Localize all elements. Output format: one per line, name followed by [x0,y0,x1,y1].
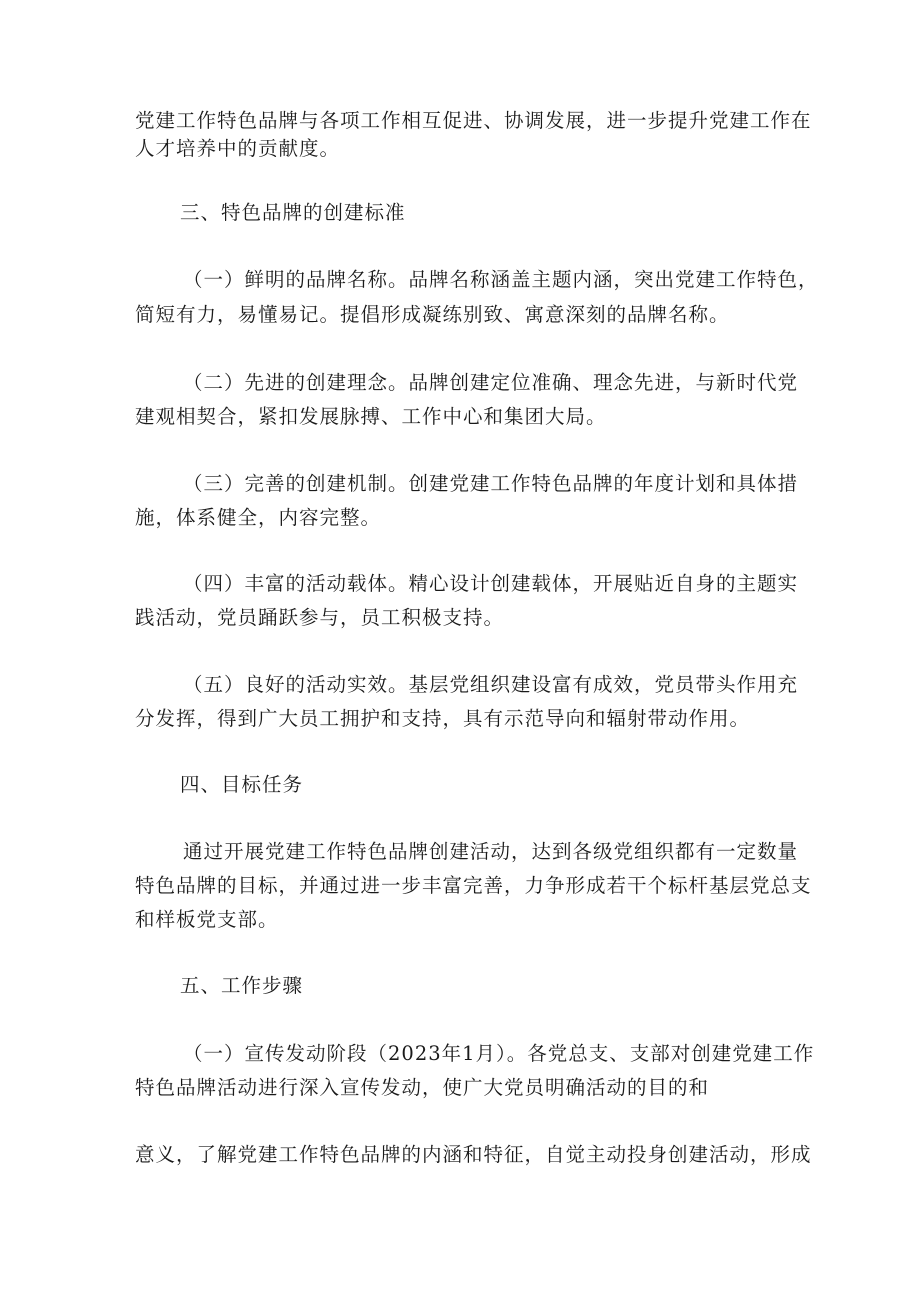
text-line: 和样板党支部。 [135,908,279,931]
section-heading-4: 四、目标任务 [180,773,304,796]
section-heading-3: 三、特色品牌的创建标准 [180,201,406,224]
section-heading-5: 五、工作步骤 [180,974,304,997]
text-line: 施，体系健全，内容完整。 [135,506,382,529]
text-line: 分发挥，得到广大员工拥护和支持，具有示范导向和辐射带动作用。 [135,707,751,730]
text-line: 特色品牌的目标，并通过进一步丰富完善，力争形成若干个标杆基层党总支 [135,874,812,897]
text-line: （四）丰富的活动载体。精心设计创建载体，开展贴近自身的主题实 [183,572,799,595]
text-line: 意义，了解党建工作特色品牌的内涵和特征，自觉主动投身创建活动，形成 [135,1143,812,1166]
text-line: （一）宣传发动阶段（2023年1月）。各党总支、支部对创建党建工作 [183,1042,815,1065]
text-line: （三）完善的创建机制。创建党建工作特色品牌的年度计划和具体措 [183,472,799,495]
text-line: 建观相契合，紧扣发展脉搏、工作中心和集团大局。 [135,405,607,428]
text-line: 特色品牌活动进行深入宣传发动，使广大党员明确活动的目的和 [135,1076,710,1099]
text-line: 践活动，党员踊跃参与，员工积极支持。 [135,606,505,629]
text-line: 简短有力，易懂易记。提倡形成凝练别致、寓意深刻的品牌名称。 [135,303,730,326]
text-line: 通过开展党建工作特色品牌创建活动，达到各级党组织都有一定数量 [183,840,799,863]
text-line: （二）先进的创建理念。品牌创建定位准确、理念先进，与新时代党 [183,371,799,394]
text-line: 党建工作特色品牌与各项工作相互促进、协调发展，进一步提升党建工作在 [135,109,812,132]
text-line: 人才培养中的贡献度。 [135,137,341,160]
text-line: （五）良好的活动实效。基层党组织建设富有成效，党员带头作用充 [183,673,799,696]
text-line: （一）鲜明的品牌名称。品牌名称涵盖主题内涵，突出党建工作特色， [183,268,819,291]
